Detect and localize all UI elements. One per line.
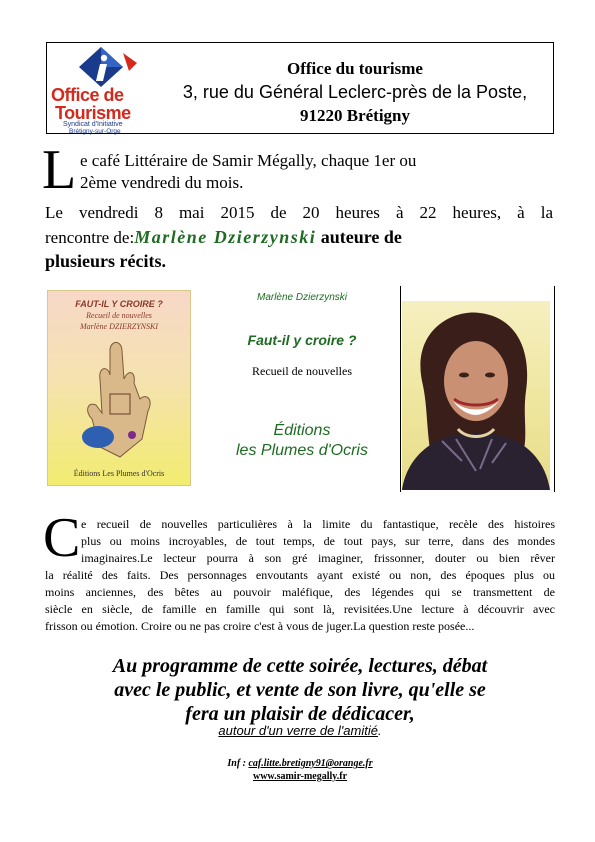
info-email-link[interactable]: caf.litte.bretigny91@orange.fr: [248, 758, 373, 769]
description-line: la réalité des faits. Des personnages envoutants ayant existé ou non, des époques plus ou: [45, 568, 555, 582]
program-line-4-text: autour d'un verre de l'amitié: [218, 723, 378, 738]
logo-text-line1: Office de: [51, 85, 124, 105]
description-dropcap: C: [43, 507, 81, 569]
description-paragraph: [45, 516, 555, 635]
intro-line-2: 2ème vendredi du mois.: [80, 173, 244, 192]
intro-line-4: [45, 227, 553, 248]
logo-text-line2: Tourisme: [55, 103, 131, 123]
description-line: e recueil de nouvelles particulières à la limite du fantastique, recèle des histoires: [81, 517, 555, 531]
description-line: imaginaires.Le lecteur pourra à son gré imaginer, frissonner, douter ou bien rêver: [81, 551, 555, 565]
promo-book-subtitle: Recueil de nouvelles: [252, 364, 352, 378]
description-line: frisson ou émotion. Croire ou ne pas croire c'est à vous de juger.La question reste posée...: [45, 619, 475, 633]
book-cover: [47, 290, 191, 486]
book-cover-author: Marlène DZIERZYNSKI: [80, 322, 158, 331]
description-line: siècle en siècle, de famille en famille qui sont là, revisitées.Une lecture à découvrir avec: [45, 602, 555, 616]
author-portrait-image: [402, 301, 550, 490]
info-contact: [40, 758, 560, 769]
intro-dropcap: L: [42, 139, 77, 201]
intro-line-1: e café Littéraire de Samir Mégally, chaque 1er ou: [80, 151, 417, 170]
info-website-link[interactable]: www.samir-megally.fr: [252, 771, 348, 782]
book-cover-publisher: Éditions Les Plumes d'Ocris: [73, 469, 165, 478]
promo-editions: Éditions: [273, 422, 331, 439]
intro-author-name: Marlène Dzierzynski: [134, 227, 317, 247]
header-address: 3, rue du Général Leclerc-près de la Poste,: [182, 82, 528, 102]
office-tourisme-logo: [51, 45, 159, 133]
header-box: [46, 42, 554, 134]
program-line-2: avec le public, et vente de son livre, qu'elle se: [114, 679, 486, 701]
intro-line-5: plusieurs récits.: [45, 251, 166, 271]
program-line-4-end: .: [377, 723, 382, 738]
header-title: Office du tourisme: [287, 59, 423, 78]
author-photo: [402, 301, 550, 490]
logo-text-line4: Brétigny-sur-Orge: [69, 128, 121, 135]
program-line-1: Au programme de cette soirée, lectures, débat: [112, 655, 488, 677]
promo-book-title: Faut-il y croire ?: [247, 332, 357, 348]
book-cover-subtitle: Recueil de nouvelles: [86, 311, 152, 320]
book-cover-hand-illustration: [70, 339, 170, 461]
promo-publisher: les Plumes d'Ocris: [236, 442, 368, 459]
program-line-3: fera un plaisir de dédicacer,: [185, 703, 415, 725]
intro-line-4-suffix: auteure de: [316, 227, 402, 247]
program-text: [40, 654, 560, 726]
header-city: 91220 Brétigny: [299, 106, 411, 125]
description-line: plus ou moins incroyables, de tout temps, de tout pays, sur terre, dans des mondes: [81, 534, 555, 548]
info-label: Inf :: [227, 758, 249, 769]
intro-line-4-prefix: rencontre de:: [45, 228, 135, 247]
promo-band: [42, 286, 555, 492]
promo-divider: [400, 286, 401, 492]
promo-author: Marlène Dzierzynski: [256, 292, 348, 303]
logo-text-line3: Syndicat d'Initiative: [63, 121, 123, 128]
description-line: moins anciennes, des bêtes au pouvoir maléfique, des légendes qui se transmettent de: [45, 585, 555, 599]
logo-i-icon: [51, 45, 159, 89]
program-line-4: [40, 723, 560, 738]
book-cover-title: FAUT-IL Y CROIRE ?: [75, 299, 163, 309]
intro-line-3: Le vendredi 8 mai 2015 de 20 heures à 22 heures, à la: [45, 203, 553, 222]
